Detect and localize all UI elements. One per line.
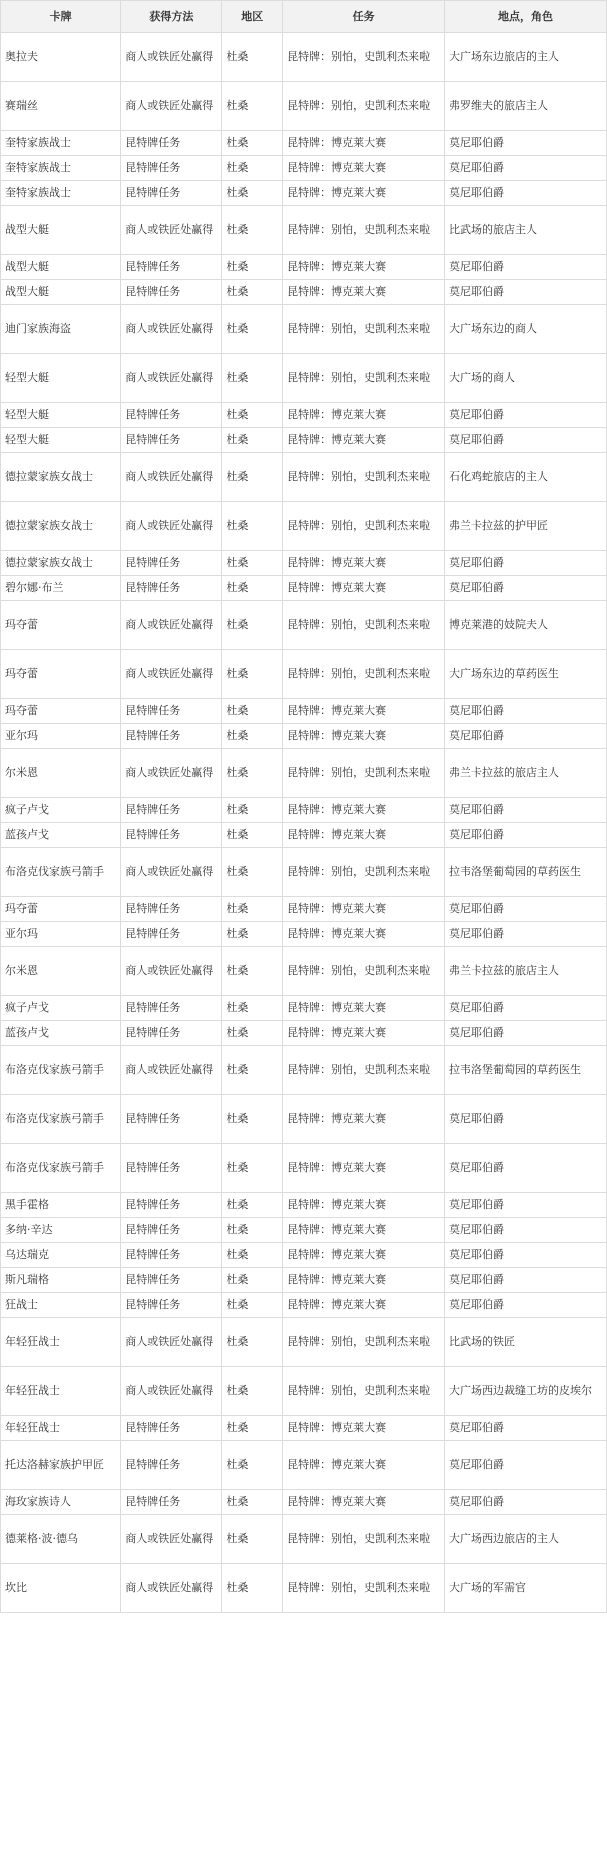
table-row	[1, 1490, 607, 1515]
cell-place: 莫尼耶伯爵	[445, 428, 607, 453]
cell-place: 博克莱港的妓院夫人	[445, 601, 607, 650]
cell-card: 多纳·辛达	[1, 1218, 121, 1243]
cell-place: 大广场东边的商人	[445, 305, 607, 354]
table-row	[1, 947, 607, 996]
cell-quest: 昆特牌：博克莱大赛	[283, 156, 445, 181]
cell-method: 商人或铁匠处赢得	[121, 305, 222, 354]
cell-region: 杜桑	[222, 1268, 283, 1293]
cell-place: 莫尼耶伯爵	[445, 576, 607, 601]
cell-place: 莫尼耶伯爵	[445, 699, 607, 724]
cell-method: 商人或铁匠处赢得	[121, 82, 222, 131]
table-row	[1, 181, 607, 206]
cell-place: 拉韦洛堡葡萄园的草药医生	[445, 848, 607, 897]
cell-card: 轻型大艇	[1, 354, 121, 403]
cell-place: 莫尼耶伯爵	[445, 1293, 607, 1318]
cell-method: 昆特牌任务	[121, 1193, 222, 1218]
table-row	[1, 650, 607, 699]
header-quest: 任务	[283, 1, 445, 33]
table-row	[1, 428, 607, 453]
cell-place: 大广场东边旅店的主人	[445, 33, 607, 82]
table-row	[1, 1193, 607, 1218]
cell-region: 杜桑	[222, 305, 283, 354]
cell-region: 杜桑	[222, 1193, 283, 1218]
table-row	[1, 996, 607, 1021]
cell-card: 黑手霍格	[1, 1193, 121, 1218]
cell-method: 商人或铁匠处赢得	[121, 33, 222, 82]
cell-method: 昆特牌任务	[121, 1021, 222, 1046]
cell-quest: 昆特牌：博克莱大赛	[283, 996, 445, 1021]
cell-place: 弗罗维夫的旅店主人	[445, 82, 607, 131]
cell-method: 昆特牌任务	[121, 1218, 222, 1243]
table-row	[1, 749, 607, 798]
cell-place: 莫尼耶伯爵	[445, 897, 607, 922]
cell-method: 商人或铁匠处赢得	[121, 650, 222, 699]
cell-card: 乌达瑞克	[1, 1243, 121, 1268]
cell-card: 蓝孩卢戈	[1, 823, 121, 848]
table-row	[1, 1218, 607, 1243]
cell-region: 杜桑	[222, 1218, 283, 1243]
cell-place: 莫尼耶伯爵	[445, 724, 607, 749]
cell-region: 杜桑	[222, 1367, 283, 1416]
cell-place: 莫尼耶伯爵	[445, 1144, 607, 1193]
cell-place: 大广场的商人	[445, 354, 607, 403]
cell-region: 杜桑	[222, 1564, 283, 1613]
cell-card: 亚尔玛	[1, 724, 121, 749]
cell-quest: 昆特牌：博克莱大赛	[283, 1144, 445, 1193]
cell-region: 杜桑	[222, 897, 283, 922]
cell-quest: 昆特牌：博克莱大赛	[283, 1095, 445, 1144]
cell-card: 轻型大艇	[1, 403, 121, 428]
cell-quest: 昆特牌：博克莱大赛	[283, 1490, 445, 1515]
cell-quest: 昆特牌：博克莱大赛	[283, 255, 445, 280]
cell-card: 疯子卢戈	[1, 996, 121, 1021]
cell-region: 杜桑	[222, 280, 283, 305]
cell-card: 德拉蒙家族女战士	[1, 502, 121, 551]
cell-method: 商人或铁匠处赢得	[121, 1564, 222, 1613]
cell-region: 杜桑	[222, 551, 283, 576]
cell-quest: 昆特牌：博克莱大赛	[283, 1293, 445, 1318]
table-row	[1, 502, 607, 551]
cell-method: 商人或铁匠处赢得	[121, 1367, 222, 1416]
cell-quest: 昆特牌：别怕，史凯利杰来啦	[283, 305, 445, 354]
cell-card: 战型大艇	[1, 255, 121, 280]
table-row	[1, 1515, 607, 1564]
cell-method: 商人或铁匠处赢得	[121, 502, 222, 551]
cell-place: 莫尼耶伯爵	[445, 922, 607, 947]
cell-place: 莫尼耶伯爵	[445, 996, 607, 1021]
table-row	[1, 699, 607, 724]
cell-quest: 昆特牌：别怕，史凯利杰来啦	[283, 33, 445, 82]
cell-place: 莫尼耶伯爵	[445, 1416, 607, 1441]
cell-card: 战型大艇	[1, 280, 121, 305]
table-row	[1, 1095, 607, 1144]
cell-card: 玛夺蕾	[1, 650, 121, 699]
cell-card: 玛夺蕾	[1, 897, 121, 922]
cell-place: 大广场东边的草药医生	[445, 650, 607, 699]
cell-quest: 昆特牌：博克莱大赛	[283, 131, 445, 156]
cell-method: 昆特牌任务	[121, 280, 222, 305]
cell-method: 昆特牌任务	[121, 1095, 222, 1144]
cell-place: 莫尼耶伯爵	[445, 1490, 607, 1515]
cell-method: 昆特牌任务	[121, 1293, 222, 1318]
cell-quest: 昆特牌：别怕，史凯利杰来啦	[283, 206, 445, 255]
cell-quest: 昆特牌：博克莱大赛	[283, 798, 445, 823]
table-row	[1, 305, 607, 354]
cell-region: 杜桑	[222, 82, 283, 131]
cell-method: 昆特牌任务	[121, 1441, 222, 1490]
cell-method: 昆特牌任务	[121, 181, 222, 206]
cell-quest: 昆特牌：博克莱大赛	[283, 1021, 445, 1046]
table-header	[1, 1, 607, 33]
cell-quest: 昆特牌：博克莱大赛	[283, 1268, 445, 1293]
header-card: 卡牌	[1, 1, 121, 33]
cell-method: 商人或铁匠处赢得	[121, 749, 222, 798]
cell-region: 杜桑	[222, 354, 283, 403]
cell-place: 莫尼耶伯爵	[445, 280, 607, 305]
cell-quest: 昆特牌：博克莱大赛	[283, 403, 445, 428]
cell-method: 昆特牌任务	[121, 1144, 222, 1193]
cell-quest: 昆特牌：别怕，史凯利杰来啦	[283, 1367, 445, 1416]
cell-place: 比武场的铁匠	[445, 1318, 607, 1367]
cell-region: 杜桑	[222, 749, 283, 798]
cell-region: 杜桑	[222, 1021, 283, 1046]
table-row	[1, 280, 607, 305]
table-row	[1, 255, 607, 280]
cell-place: 莫尼耶伯爵	[445, 1441, 607, 1490]
cell-card: 奎特家族战士	[1, 181, 121, 206]
cell-card: 布洛克伐家族弓箭手	[1, 848, 121, 897]
cell-place: 大广场西边裁缝工坊的皮埃尔	[445, 1367, 607, 1416]
cell-method: 昆特牌任务	[121, 551, 222, 576]
cell-method: 昆特牌任务	[121, 798, 222, 823]
cell-card: 海玫家族诗人	[1, 1490, 121, 1515]
cell-region: 杜桑	[222, 650, 283, 699]
cell-method: 商人或铁匠处赢得	[121, 354, 222, 403]
cell-quest: 昆特牌：别怕，史凯利杰来啦	[283, 1318, 445, 1367]
table-row	[1, 1441, 607, 1490]
table-row	[1, 1564, 607, 1613]
cell-method: 昆特牌任务	[121, 922, 222, 947]
cell-method: 昆特牌任务	[121, 576, 222, 601]
cell-method: 商人或铁匠处赢得	[121, 1515, 222, 1564]
cell-card: 碧尔娜·布兰	[1, 576, 121, 601]
cell-card: 年轻狂战士	[1, 1416, 121, 1441]
cell-region: 杜桑	[222, 922, 283, 947]
cell-quest: 昆特牌：博克莱大赛	[283, 1441, 445, 1490]
cell-method: 商人或铁匠处赢得	[121, 206, 222, 255]
cell-region: 杜桑	[222, 848, 283, 897]
cell-region: 杜桑	[222, 156, 283, 181]
table-row	[1, 1243, 607, 1268]
cell-place: 莫尼耶伯爵	[445, 181, 607, 206]
cell-quest: 昆特牌：别怕，史凯利杰来啦	[283, 650, 445, 699]
cell-place: 石化鸡蛇旅店的主人	[445, 453, 607, 502]
cell-quest: 昆特牌：别怕，史凯利杰来啦	[283, 947, 445, 996]
cell-method: 昆特牌任务	[121, 1243, 222, 1268]
cell-method: 昆特牌任务	[121, 1490, 222, 1515]
cell-quest: 昆特牌：别怕，史凯利杰来啦	[283, 1564, 445, 1613]
cell-place: 大广场西边旅店的主人	[445, 1515, 607, 1564]
table-row	[1, 823, 607, 848]
cell-quest: 昆特牌：别怕，史凯利杰来啦	[283, 453, 445, 502]
cell-card: 玛夺蕾	[1, 601, 121, 650]
cell-card: 奎特家族战士	[1, 131, 121, 156]
cell-quest: 昆特牌：博克莱大赛	[283, 699, 445, 724]
cell-region: 杜桑	[222, 403, 283, 428]
cell-place: 大广场的军需官	[445, 1564, 607, 1613]
cell-quest: 昆特牌：博克莱大赛	[283, 1218, 445, 1243]
cell-place: 弗兰卡拉兹的护甲匠	[445, 502, 607, 551]
cell-region: 杜桑	[222, 947, 283, 996]
cell-method: 昆特牌任务	[121, 724, 222, 749]
cell-card: 德拉蒙家族女战士	[1, 453, 121, 502]
cell-quest: 昆特牌：博克莱大赛	[283, 1243, 445, 1268]
cell-place: 莫尼耶伯爵	[445, 551, 607, 576]
table-row	[1, 724, 607, 749]
table-row	[1, 82, 607, 131]
cell-region: 杜桑	[222, 798, 283, 823]
cell-region: 杜桑	[222, 1416, 283, 1441]
table-row	[1, 1367, 607, 1416]
cell-card: 战型大艇	[1, 206, 121, 255]
cell-region: 杜桑	[222, 1243, 283, 1268]
cell-place: 莫尼耶伯爵	[445, 403, 607, 428]
cell-region: 杜桑	[222, 131, 283, 156]
header-row	[1, 1, 607, 33]
cell-quest: 昆特牌：别怕，史凯利杰来啦	[283, 848, 445, 897]
table-row	[1, 206, 607, 255]
cell-region: 杜桑	[222, 255, 283, 280]
cell-method: 昆特牌任务	[121, 255, 222, 280]
cell-card: 坎比	[1, 1564, 121, 1613]
cell-method: 昆特牌任务	[121, 699, 222, 724]
cell-place: 莫尼耶伯爵	[445, 1218, 607, 1243]
table-row	[1, 1416, 607, 1441]
cell-method: 昆特牌任务	[121, 156, 222, 181]
cell-card: 斯凡瑞格	[1, 1268, 121, 1293]
cell-place: 莫尼耶伯爵	[445, 798, 607, 823]
cell-method: 昆特牌任务	[121, 403, 222, 428]
cell-region: 杜桑	[222, 699, 283, 724]
cell-method: 昆特牌任务	[121, 897, 222, 922]
table-row	[1, 131, 607, 156]
cell-method: 商人或铁匠处赢得	[121, 947, 222, 996]
cell-place: 弗兰卡拉兹的旅店主人	[445, 947, 607, 996]
cell-card: 轻型大艇	[1, 428, 121, 453]
cell-method: 商人或铁匠处赢得	[121, 601, 222, 650]
cell-quest: 昆特牌：博克莱大赛	[283, 823, 445, 848]
cell-place: 弗兰卡拉兹的旅店主人	[445, 749, 607, 798]
table-row	[1, 551, 607, 576]
cell-region: 杜桑	[222, 1046, 283, 1095]
cell-quest: 昆特牌：别怕，史凯利杰来啦	[283, 354, 445, 403]
cell-region: 杜桑	[222, 33, 283, 82]
table-row	[1, 1318, 607, 1367]
cell-region: 杜桑	[222, 206, 283, 255]
cell-card: 疯子卢戈	[1, 798, 121, 823]
cell-place: 拉韦洛堡葡萄园的草药医生	[445, 1046, 607, 1095]
table-row	[1, 1144, 607, 1193]
cell-method: 昆特牌任务	[121, 428, 222, 453]
cell-region: 杜桑	[222, 724, 283, 749]
cell-card: 玛夺蕾	[1, 699, 121, 724]
header-method: 获得方法	[121, 1, 222, 33]
cell-method: 商人或铁匠处赢得	[121, 1318, 222, 1367]
cell-method: 商人或铁匠处赢得	[121, 453, 222, 502]
table-row	[1, 156, 607, 181]
cell-place: 莫尼耶伯爵	[445, 1095, 607, 1144]
header-region: 地区	[222, 1, 283, 33]
cell-method: 昆特牌任务	[121, 1268, 222, 1293]
cell-region: 杜桑	[222, 1441, 283, 1490]
cell-card: 尔米恩	[1, 749, 121, 798]
cell-quest: 昆特牌：别怕，史凯利杰来啦	[283, 601, 445, 650]
cell-card: 蓝孩卢戈	[1, 1021, 121, 1046]
cell-quest: 昆特牌：博克莱大赛	[283, 922, 445, 947]
table-row	[1, 897, 607, 922]
cell-region: 杜桑	[222, 576, 283, 601]
cell-place: 比武场的旅店主人	[445, 206, 607, 255]
table-row	[1, 798, 607, 823]
cell-region: 杜桑	[222, 181, 283, 206]
cell-method: 昆特牌任务	[121, 823, 222, 848]
cell-quest: 昆特牌：别怕，史凯利杰来啦	[283, 502, 445, 551]
cell-quest: 昆特牌：博克莱大赛	[283, 1416, 445, 1441]
cell-card: 布洛克伐家族弓箭手	[1, 1144, 121, 1193]
cell-card: 赛瑞丝	[1, 82, 121, 131]
table-row	[1, 1268, 607, 1293]
cell-region: 杜桑	[222, 1144, 283, 1193]
cell-card: 托达洛赫家族护甲匠	[1, 1441, 121, 1490]
cell-quest: 昆特牌：博克莱大赛	[283, 576, 445, 601]
cell-region: 杜桑	[222, 1318, 283, 1367]
cell-card: 德拉蒙家族女战士	[1, 551, 121, 576]
table-row	[1, 33, 607, 82]
table-row	[1, 922, 607, 947]
cell-quest: 昆特牌：博克莱大赛	[283, 428, 445, 453]
cell-card: 布洛克伐家族弓箭手	[1, 1095, 121, 1144]
cell-quest: 昆特牌：博克莱大赛	[283, 1193, 445, 1218]
cell-region: 杜桑	[222, 601, 283, 650]
cell-place: 莫尼耶伯爵	[445, 823, 607, 848]
cell-quest: 昆特牌：别怕，史凯利杰来啦	[283, 749, 445, 798]
cell-region: 杜桑	[222, 996, 283, 1021]
cell-card: 德莱格·波·德乌	[1, 1515, 121, 1564]
cell-method: 昆特牌任务	[121, 131, 222, 156]
cell-place: 莫尼耶伯爵	[445, 131, 607, 156]
cell-region: 杜桑	[222, 1490, 283, 1515]
cell-region: 杜桑	[222, 428, 283, 453]
cell-card: 迪门家族海盗	[1, 305, 121, 354]
table-row	[1, 848, 607, 897]
header-place: 地点，角色	[445, 1, 607, 33]
table-row	[1, 403, 607, 428]
cell-card: 年轻狂战士	[1, 1318, 121, 1367]
cell-quest: 昆特牌：博克莱大赛	[283, 181, 445, 206]
cell-quest: 昆特牌：别怕，史凯利杰来啦	[283, 1046, 445, 1095]
cell-region: 杜桑	[222, 502, 283, 551]
cell-region: 杜桑	[222, 1515, 283, 1564]
cell-card: 奎特家族战士	[1, 156, 121, 181]
cell-place: 莫尼耶伯爵	[445, 156, 607, 181]
cell-quest: 昆特牌：博克莱大赛	[283, 724, 445, 749]
cell-card: 亚尔玛	[1, 922, 121, 947]
cell-region: 杜桑	[222, 1095, 283, 1144]
table-row	[1, 601, 607, 650]
table-body	[1, 33, 607, 1613]
cell-place: 莫尼耶伯爵	[445, 1193, 607, 1218]
cell-region: 杜桑	[222, 453, 283, 502]
cell-card: 布洛克伐家族弓箭手	[1, 1046, 121, 1095]
table-row	[1, 354, 607, 403]
cell-place: 莫尼耶伯爵	[445, 1021, 607, 1046]
cell-quest: 昆特牌：博克莱大赛	[283, 897, 445, 922]
cell-place: 莫尼耶伯爵	[445, 1243, 607, 1268]
table-row	[1, 453, 607, 502]
cell-place: 莫尼耶伯爵	[445, 255, 607, 280]
cell-quest: 昆特牌：别怕，史凯利杰来啦	[283, 1515, 445, 1564]
cell-quest: 昆特牌：别怕，史凯利杰来啦	[283, 82, 445, 131]
cell-method: 昆特牌任务	[121, 1416, 222, 1441]
cell-method: 商人或铁匠处赢得	[121, 1046, 222, 1095]
cell-place: 莫尼耶伯爵	[445, 1268, 607, 1293]
cell-region: 杜桑	[222, 1293, 283, 1318]
cell-method: 昆特牌任务	[121, 996, 222, 1021]
cell-card: 尔米恩	[1, 947, 121, 996]
cell-quest: 昆特牌：博克莱大赛	[283, 280, 445, 305]
cell-method: 商人或铁匠处赢得	[121, 848, 222, 897]
table-row	[1, 1021, 607, 1046]
table-row	[1, 1293, 607, 1318]
table-row	[1, 576, 607, 601]
cell-card: 狂战士	[1, 1293, 121, 1318]
cell-quest: 昆特牌：博克莱大赛	[283, 551, 445, 576]
cell-card: 奥拉夫	[1, 33, 121, 82]
cell-card: 年轻狂战士	[1, 1367, 121, 1416]
table-row	[1, 1046, 607, 1095]
cell-region: 杜桑	[222, 823, 283, 848]
